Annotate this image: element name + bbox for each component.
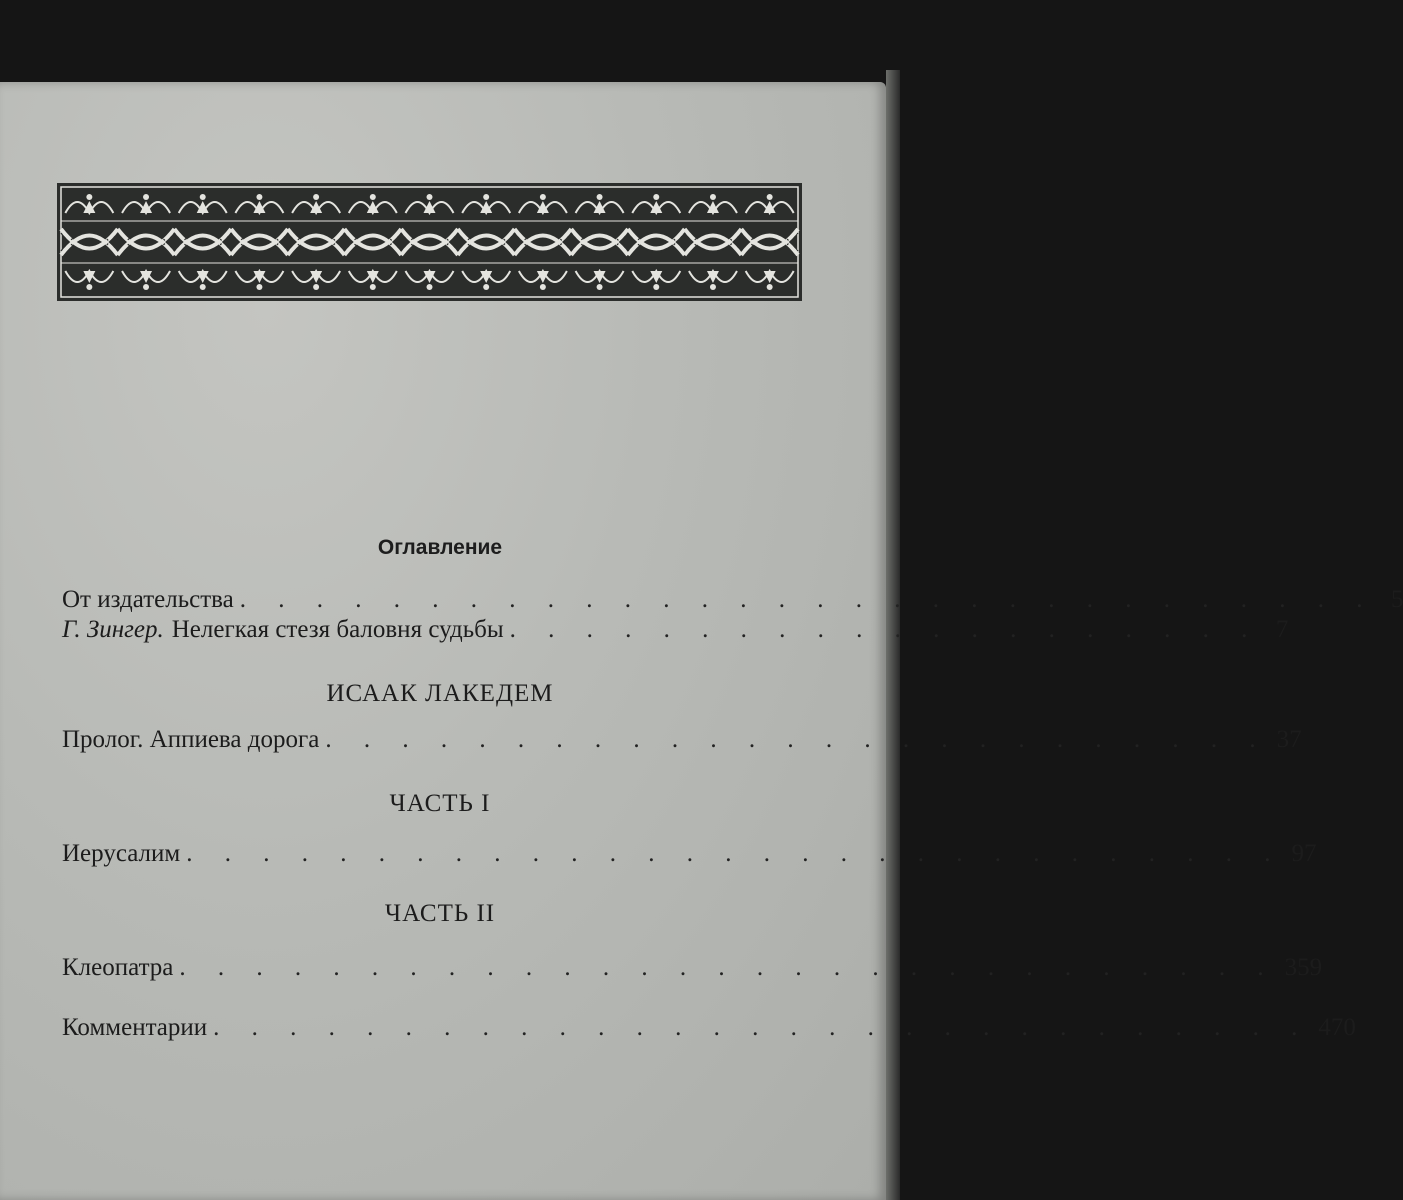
leader-dots: . . . . . . . . . . . . . . . . . . . .: [509, 616, 1261, 643]
leader-dots: . . . . . . . . . . . . . . . . . . . . . . . . . . . . .: [213, 1014, 1311, 1041]
leader-dots: . . . . . . . . . . . . . . . . . . . . . . . . . . . . .: [186, 840, 1284, 867]
ornament-pattern-icon: [57, 183, 802, 301]
toc-entry-page: 470: [1318, 1014, 1356, 1041]
book-title-heading: ИСААК ЛАКЕДЕМ: [326, 680, 554, 707]
toc-entry-page: 97: [1291, 840, 1317, 867]
toc-entry-label: Комментарии: [62, 1014, 208, 1041]
part-1-heading: ЧАСТЬ I: [389, 790, 491, 817]
toc-entry-commentary[interactable]: [62, 1014, 1356, 1048]
toc-entry-foreword[interactable]: [62, 616, 1289, 650]
leader-dots: . . . . . . . . . . . . . . . . . . . . . . . . .: [325, 726, 1269, 753]
toc-entry-label: Пролог. Аппиева дорога: [62, 726, 320, 753]
toc-entry-label: Клеопатра: [62, 954, 174, 981]
part-2-heading: ЧАСТЬ II: [384, 900, 496, 927]
toc-entry-label: Иерусалим: [62, 840, 181, 867]
toc-entry-label: От издательства: [62, 586, 234, 613]
toc-title: Оглавление: [377, 536, 503, 559]
toc-entry-label: Нелегкая стезя баловня судьбы: [171, 616, 504, 643]
toc-entry-publisher[interactable]: [62, 586, 1403, 620]
leader-dots: . . . . . . . . . . . . . . . . . . . . . . . . . . . . . .: [239, 586, 1376, 613]
toc-entry-author: Г. Зингер.: [62, 616, 164, 643]
toc-entry-page: 359: [1284, 954, 1323, 981]
toc-entry-part1[interactable]: [62, 840, 1317, 874]
toc-entry-page: 5: [1390, 586, 1403, 613]
toc-entry-page: 7: [1275, 616, 1289, 643]
toc-entry-page: 37: [1276, 726, 1302, 753]
toc-entry-part2[interactable]: [62, 954, 1323, 988]
leader-dots: . . . . . . . . . . . . . . . . . . . . . . . . . . . . .: [179, 954, 1277, 981]
decorative-ornament-band: [57, 183, 802, 301]
toc-entry-prologue[interactable]: [62, 726, 1302, 760]
